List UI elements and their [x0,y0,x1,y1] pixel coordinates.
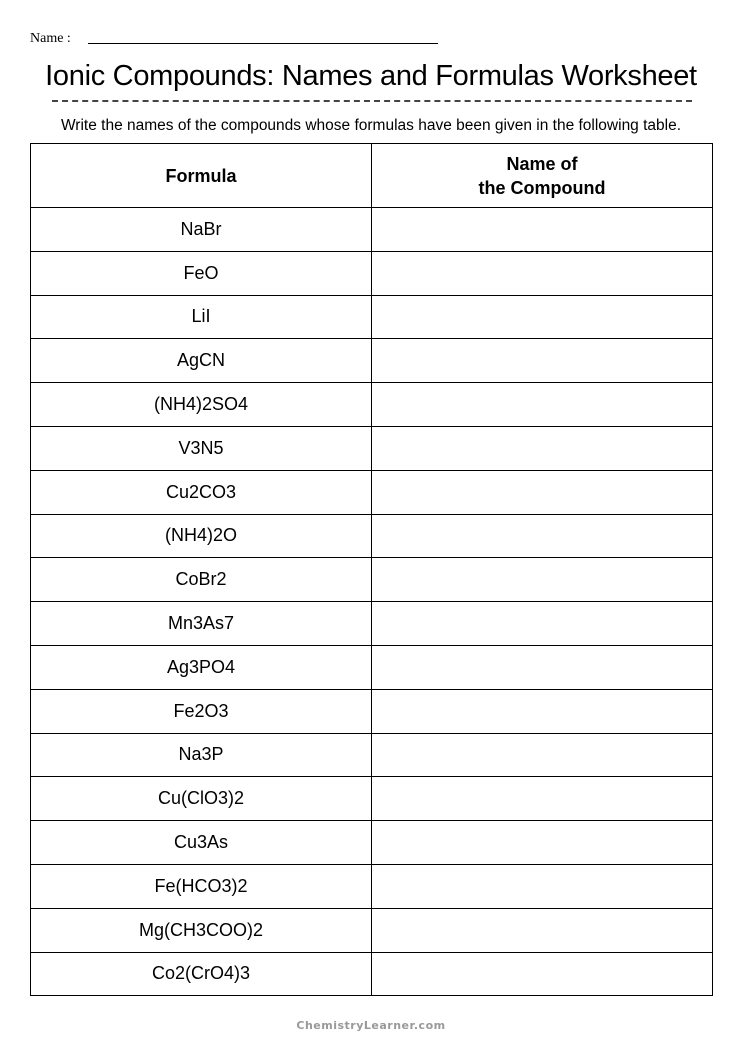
answer-cell[interactable] [372,777,713,821]
table-row [31,689,713,733]
answer-cell[interactable] [372,208,713,252]
header-compound-name: Name of the Compound [372,144,713,208]
worksheet-title: Ionic Compounds: Names and Formulas Worksheet [45,60,697,92]
formula-cell: Mg(CH3COO)2 [31,908,372,952]
formula-cell: Mn3As7 [31,602,372,646]
answer-cell[interactable] [372,952,713,996]
table-row [31,602,713,646]
formula-cell: Fe2O3 [31,689,372,733]
formula-cell: Cu3As [31,821,372,865]
answer-cell[interactable] [372,908,713,952]
formula-cell: Fe(HCO3)2 [31,864,372,908]
table-row [31,251,713,295]
formula-cell: V3N5 [31,426,372,470]
table-row [31,426,713,470]
formula-cell: (NH4)2O [31,514,372,558]
table-row [31,514,713,558]
formula-cell: FeO [31,251,372,295]
compounds-table [30,143,713,996]
formula-cell: Na3P [31,733,372,777]
formula-cell: Cu2CO3 [31,470,372,514]
table-row [31,339,713,383]
name-label: Name : [30,31,71,46]
answer-cell[interactable] [372,470,713,514]
answer-cell[interactable] [372,383,713,427]
formula-cell: Ag3PO4 [31,645,372,689]
table-header-row [31,144,713,208]
table-row [31,777,713,821]
answer-cell[interactable] [372,821,713,865]
answer-cell[interactable] [372,295,713,339]
table-row [31,383,713,427]
formula-cell: LiI [31,295,372,339]
formula-cell: (NH4)2SO4 [31,383,372,427]
answer-cell[interactable] [372,339,713,383]
table-row [31,470,713,514]
table-row [31,645,713,689]
table-row [31,908,713,952]
name-input-line[interactable] [88,43,438,44]
formula-cell: NaBr [31,208,372,252]
answer-cell[interactable] [372,558,713,602]
title-divider [52,100,692,102]
formula-cell: Cu(ClO3)2 [31,777,372,821]
formula-cell: Co2(CrO4)3 [31,952,372,996]
table-row [31,821,713,865]
answer-cell[interactable] [372,733,713,777]
answer-cell[interactable] [372,645,713,689]
answer-cell[interactable] [372,602,713,646]
answer-cell[interactable] [372,251,713,295]
formula-cell: CoBr2 [31,558,372,602]
answer-cell[interactable] [372,864,713,908]
table-row [31,952,713,996]
footer-brand: ChemistryLearner.com [296,1019,446,1032]
table-row [31,558,713,602]
answer-cell[interactable] [372,514,713,558]
table-row [31,295,713,339]
answer-cell[interactable] [372,426,713,470]
table-row [31,864,713,908]
answer-cell[interactable] [372,689,713,733]
instructions: Write the names of the compounds whose formulas have been given in the following table. [60,117,682,134]
header-formula: Formula [31,144,372,208]
table-row [31,208,713,252]
formula-cell: AgCN [31,339,372,383]
table-row [31,733,713,777]
